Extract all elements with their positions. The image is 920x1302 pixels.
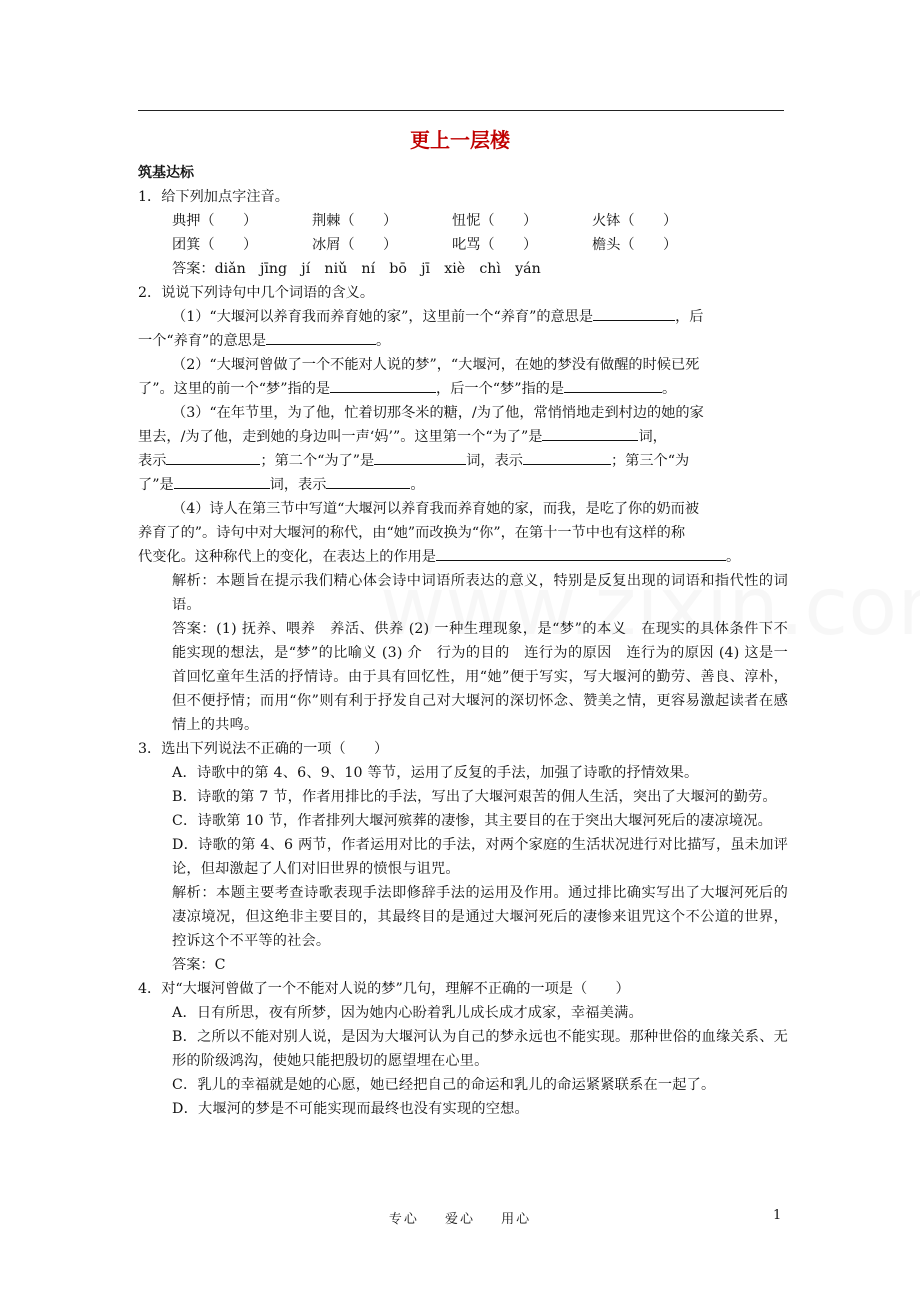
q1-item: 典押（ ） [172, 213, 258, 229]
q1-items [138, 209, 788, 257]
q2-analysis: 解析：本题旨在提示我们精心体会诗中词语所表达的意义，特别是反复出现的词语和指代性的词语。 [172, 573, 788, 613]
q2-part4-line2: 养育了的”。诗句中对大堰河的称代，由“她”而改换为“你”，在第十一节中也有这样的称 [138, 525, 686, 541]
q1-item: 团箕（ ） [172, 237, 258, 253]
q2-part3-line1: （3）“在年节里，为了他，忙着切那冬米的糖，/为了他，常悄悄地走到村边的她的家 [172, 405, 704, 421]
q4-stem: 4．对“大堰河曾做了一个不能对人说的梦”几句，理解不正确的一项是（ ） [138, 981, 630, 997]
q2-part3-line4: 了”是 词，表示 。 [138, 473, 788, 497]
q2-part3-line3: 表示 ；第二个“为了”是 词，表示 ；第三个“为 [138, 449, 788, 473]
q1-item: 荆棘（ ） [312, 213, 398, 229]
q2-stem: 2．说说下列诗句中几个词语的含义。 [138, 285, 375, 301]
footer-text: 用心 [501, 1212, 532, 1227]
footer-text: 专心 [388, 1212, 419, 1227]
q2-part1-line2: 一个“养育”的意思是 。 [138, 329, 788, 353]
footer-text: 爱心 [444, 1212, 475, 1227]
q4-option-c: C．乳儿的幸福就是她的心愿，她已经把自己的命运和乳儿的命运紧紧联系在一起了。 [172, 1077, 716, 1093]
header-rule [138, 110, 784, 111]
page-title: 更上一层楼 [410, 128, 510, 152]
q3-option-c: C．诗歌第 10 节，作者排列大堰河殡葬的凄惨，其主要目的在于突出大堰河死后的凄凉境况。 [172, 813, 773, 829]
q1-item: 叱骂（ ） [452, 237, 538, 253]
q3-option-d: D．诗歌的第 4、6 两节，作者运用对比的手法，对两个家庭的生活状况进行对比描写，虽未加评论，但却激起了人们对旧世界的愤恨与诅咒。 [172, 837, 788, 877]
q2-part4-line1: （4）诗人在第三节中写道“大堰河以养育我而养育她的家，而我，是吃了你的奶而被 [172, 501, 700, 517]
page-footer [0, 1208, 920, 1227]
q3-option-b: B．诗歌的第 7 节，作者用排比的手法，写出了大堰河艰苦的佣人生活，突出了大堰河的勤劳。 [172, 789, 777, 805]
q2-part1-line1: （1）“大堰河以养育我而养育她的家”，这里前一个“养育”的意思是 ，后 [138, 305, 788, 329]
q2-part4-line3: 代变化。这种称代上的变化，在表达上的作用是 。 [138, 545, 788, 569]
q2-part3-line2: 里去，/为了他，走到她的身边叫一声‘妈’”。这里第一个“为了”是 词， [138, 425, 788, 449]
document-body [138, 161, 788, 1121]
q1-item: 冰屑（ ） [312, 237, 398, 253]
q2-answer: 答案：(1) 抚养、喂养 养活、供养 (2) 一种生理现象，是“梦”的本义 在现实的具体条件下不能实现的想法，是“梦”的比喻义 (3) 介 行为的目的 连行为的原因 连行为的原因 (4) 这是一首回忆童年生活的抒情诗。由于具有回忆性，用“她”便于写实，写大堰河的勤劳、善良、淳朴，但不便抒情；而用“你”则有利于抒发自己对大堰河的深切怀念、赞美之情，更容易激起读者在感情上的共鸣。 [172, 621, 788, 733]
q2-part2-line2: 了”。这里的前一个“梦”指的是 ，后一个“梦”指的是 。 [138, 377, 788, 401]
q4-option-d: D．大堰河的梦是不可能实现而最终也没有实现的空想。 [172, 1101, 529, 1117]
page-number: 1 [773, 1208, 782, 1223]
q1-item: 火钵（ ） [592, 213, 678, 229]
q1-item: 忸怩（ ） [452, 213, 538, 229]
q2-part2-line1: （2）“大堰河曾做了一个不能对人说的梦”，“大堰河，在她的梦没有做醒的时候已死 [172, 357, 700, 373]
q1-item: 檐头（ ） [592, 237, 678, 253]
q1-stem: 1．给下列加点字注音。 [138, 189, 289, 205]
q3-stem: 3．选出下列说法不正确的一项（ ） [138, 741, 389, 757]
q4-option-a: A．日有所思，夜有所梦，因为她内心盼着乳儿成长成才成家，幸福美满。 [172, 1005, 643, 1021]
q3-analysis: 解析：本题主要考查诗歌表现手法即修辞手法的运用及作用。通过排比确实写出了大堰河死后的凄凉境况，但这绝非主要目的，其最终目的是通过大堰河死后的凄惨来诅咒这个不公道的世界，控诉这个不平等的社会。 [172, 885, 788, 949]
q4-option-b: B．之所以不能对别人说，是因为大堰河认为自己的梦永远也不能实现。那种世俗的血缘关系、无形的阶级鸿沟，使她只能把殷切的愿望埋在心里。 [172, 1029, 788, 1069]
q1-answer: 答案：diǎn jīng jí niǔ ní bō jī xiè chì yán [172, 261, 541, 277]
q3-option-a: A．诗歌中的第 4、6、9、10 等节，运用了反复的手法，加强了诗歌的抒情效果。 [172, 765, 699, 781]
q3-answer: 答案：C [172, 957, 226, 973]
section-heading: 筑基达标 [138, 165, 194, 181]
